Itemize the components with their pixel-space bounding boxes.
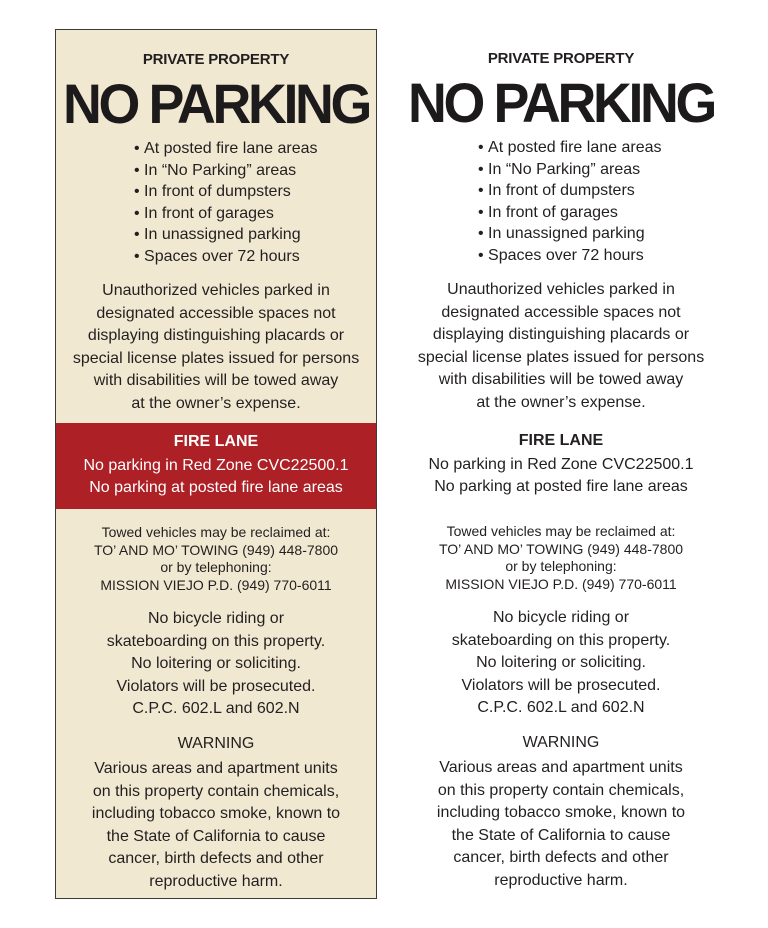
fire-lane-line: No parking in Red Zone CVC22500.1 — [428, 456, 694, 473]
conduct-line: skateboarding on this property. — [106, 632, 326, 650]
restriction-item: • In front of dumpsters — [134, 181, 317, 203]
fire-lane-rules — [400, 454, 722, 498]
restriction-item: • In “No Parking” areas — [478, 159, 661, 181]
notice-line: displaying distinguishing placards or — [87, 327, 345, 345]
fire-lane-band — [56, 423, 376, 509]
conduct-line: No loitering or soliciting. — [131, 655, 301, 673]
conduct-line: C.P.C. 602.L and 602.N — [132, 700, 300, 718]
restriction-item: • In unassigned parking — [134, 224, 317, 246]
restriction-item: • In front of garages — [134, 203, 317, 225]
conduct-line: Violators will be prosecuted. — [116, 677, 316, 695]
sign-tan-version — [55, 29, 377, 899]
warning-line: including tobacco smoke, known to — [91, 805, 341, 823]
notice-line: designated accessible spaces not — [441, 303, 681, 321]
notice-line: special license plates issued for persons — [417, 348, 705, 366]
fire-lane-line: No parking at posted fire lane areas — [89, 478, 343, 496]
restriction-item: • Spaces over 72 hours — [478, 245, 661, 267]
conduct-line: No bicycle riding or — [147, 610, 285, 627]
warning-line: on this property contain chemicals, — [437, 781, 685, 799]
warning-text — [400, 757, 722, 893]
accessible-parking-notice — [400, 279, 722, 415]
restriction-item: • At posted fire lane areas — [134, 138, 317, 160]
warning-line: the State of California to cause — [451, 826, 671, 844]
warning-title: WARNING — [177, 735, 255, 752]
warning-line: Various areas and apartment units — [94, 760, 338, 777]
warning-line: reproductive harm. — [494, 871, 628, 889]
restrictions-list — [134, 138, 317, 268]
fire-lane-line: No parking at posted fire lane areas — [434, 477, 688, 495]
conduct-rules — [56, 608, 376, 721]
conduct-line: skateboarding on this property. — [451, 631, 671, 649]
towing-line: or by telephoning: — [160, 559, 272, 575]
notice-line: with disabilities will be towed away — [438, 371, 684, 389]
warning-line: cancer, birth defects and other — [453, 849, 669, 867]
restriction-item: • At posted fire lane areas — [478, 137, 661, 159]
towing-line: MISSION VIEJO P.D. (949) 770-6011 — [100, 576, 332, 593]
restriction-item: • In front of dumpsters — [478, 180, 661, 202]
warning-line: reproductive harm. — [149, 872, 283, 890]
towing-info — [56, 524, 376, 594]
warning-line: Various areas and apartment units — [439, 759, 683, 776]
sign-heading: PRIVATE PROPERTY — [487, 50, 635, 67]
fire-lane-title: FIRE LANE — [518, 432, 604, 449]
towing-info — [400, 523, 722, 593]
warning-text — [56, 758, 376, 894]
conduct-line: No loitering or soliciting. — [476, 654, 646, 672]
warning-line: on this property contain chemicals, — [92, 782, 340, 800]
sign-heading: PRIVATE PROPERTY — [142, 51, 290, 68]
conduct-rules — [400, 607, 722, 720]
towing-line: TO’ AND MO’ TOWING (949) 448-7800 — [438, 540, 684, 557]
notice-line: Unauthorized vehicles parked in — [447, 281, 675, 298]
restriction-item: • In unassigned parking — [478, 223, 661, 245]
towing-line: Towed vehicles may be reclaimed at: — [101, 524, 331, 540]
conduct-line: C.P.C. 602.L and 602.N — [477, 699, 645, 717]
accessible-parking-notice — [56, 280, 376, 416]
notice-line: with disabilities will be towed away — [93, 372, 339, 390]
warning-title: WARNING — [522, 734, 600, 751]
towing-line: or by telephoning: — [505, 558, 617, 574]
notice-line: designated accessible spaces not — [96, 304, 336, 322]
warning-line: the State of California to cause — [106, 827, 326, 845]
notice-line: at the owner’s expense. — [476, 393, 646, 411]
towing-line: TO’ AND MO’ TOWING (949) 448-7800 — [93, 541, 339, 558]
notice-line: displaying distinguishing placards or — [432, 326, 690, 344]
sign-title: NO PARKING — [63, 72, 369, 135]
towing-line: Towed vehicles may be reclaimed at: — [446, 523, 676, 539]
sign-white-version — [400, 29, 722, 899]
conduct-line: Violators will be prosecuted. — [461, 676, 661, 694]
notice-line: at the owner’s expense. — [131, 394, 301, 412]
fire-lane-rules — [56, 455, 376, 499]
fire-lane-band — [400, 422, 722, 508]
restriction-item: • In “No Parking” areas — [134, 160, 317, 182]
sign-title: NO PARKING — [408, 71, 714, 134]
fire-lane-title: FIRE LANE — [173, 433, 259, 450]
restriction-item: • Spaces over 72 hours — [134, 246, 317, 268]
warning-line: including tobacco smoke, known to — [436, 804, 686, 822]
towing-line: MISSION VIEJO P.D. (949) 770-6011 — [445, 575, 677, 592]
warning-line: cancer, birth defects and other — [108, 850, 324, 868]
fire-lane-line: No parking in Red Zone CVC22500.1 — [83, 457, 349, 474]
restrictions-list — [478, 137, 661, 267]
notice-line: special license plates issued for persons — [72, 349, 360, 367]
restriction-item: • In front of garages — [478, 202, 661, 224]
conduct-line: No bicycle riding or — [492, 609, 630, 626]
notice-line: Unauthorized vehicles parked in — [102, 282, 330, 299]
